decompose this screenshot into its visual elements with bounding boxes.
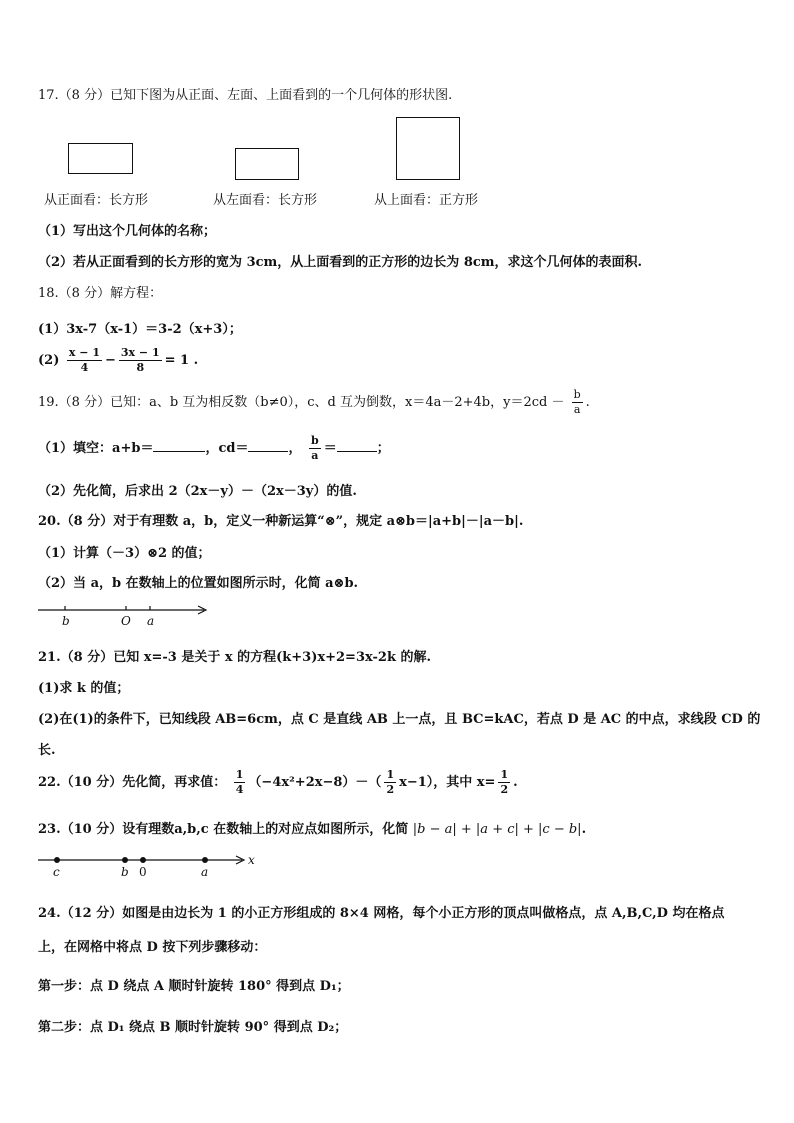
q18-fraction-1-denominator: 4: [80, 361, 89, 374]
q19-part1-end: ；: [376, 441, 390, 456]
q23-end: .: [581, 822, 587, 837]
q24-line2: 上，在网格中将点 D 按下列步骤移动：: [38, 940, 267, 955]
q23-label-b: b: [121, 865, 129, 879]
q22-fraction-2-numerator: 1: [386, 768, 395, 781]
q22-fraction-2-denominator: 2: [386, 783, 395, 796]
q19-header-fraction: [572, 388, 583, 417]
q21-part1: (1)求 k 的值；: [38, 681, 130, 696]
q23-abs-expression: |b − a| + |a + c| + |c − b|: [412, 822, 582, 837]
q19-part1: [38, 434, 390, 463]
q19-header-text: 19.（8 分）已知：a、b 互为相反数（b≠0），c、d 互为倒数，x＝4a－2+4b，y＝2cd －: [38, 395, 565, 410]
left-view-rectangle: [235, 148, 299, 180]
q18-fraction-2-denominator: 8: [136, 361, 145, 374]
q19-header-fraction-denominator: a: [573, 403, 581, 416]
q20-part1: （1）计算（－3）⊗2 的值；: [38, 546, 211, 561]
q18-fraction-2-numerator: 3x − 1: [120, 346, 160, 359]
q24-step2: 第二步：点 D₁ 绕点 B 顺时针旋转 90° 得到点 D₂；: [38, 1020, 348, 1035]
q20-header: 20.（8 分）对于有理数 a，b，定义一种新运算“⊗”，规定 a⊗b＝|a+b|－|a－b|.: [38, 514, 524, 529]
q18-part2: (2) $\frac{x - 1}{4}$ − $\frac{3x - 1}{8}$ = 1 .: [38, 346, 199, 374]
q22-fraction-3: [498, 768, 510, 797]
blank-cd[interactable]: [248, 451, 288, 452]
q24-header: 24.（12 分）如图是由边长为 1 的小正方形组成的 8×4 网格，每个小正方形的顶点叫做格点，点 A,B,C,D 均在格点: [38, 906, 725, 921]
q19-header: [38, 388, 590, 417]
q17-header: 17.（8 分）已知下图为从正面、左面、上面看到的一个几何体的形状图.: [38, 88, 453, 103]
q23-header-text: 23.（10 分）设有理数a,b,c 在数轴上的对应点如图所示，化简: [38, 822, 409, 837]
q23-label-x: x: [248, 853, 255, 867]
q20-label-o: O: [121, 614, 131, 628]
q20-label-a: a: [147, 614, 155, 628]
q19-part1-fraction-denominator: a: [311, 449, 319, 462]
q23-label-a: a: [201, 865, 209, 879]
q18-fraction-2: [119, 346, 162, 375]
q19-part1-b: ，cd＝: [205, 441, 249, 456]
q23-header: [38, 818, 586, 837]
q19-part1-fraction-numerator: b: [311, 434, 319, 447]
q22-header: 22.（10 分）先化简，再求值：: [38, 775, 227, 790]
q20-number-line: [36, 600, 216, 630]
q22-end: .: [513, 775, 518, 790]
q18-part1: (1）3x-7（x-1）＝3-2（x+3）；: [38, 322, 242, 337]
top-view-square: [396, 117, 460, 180]
q19-part1-d: ＝: [323, 441, 337, 456]
q18-part2-tail: = 1 .: [164, 353, 199, 368]
q22-fraction-2: [384, 768, 396, 797]
q21-part2-cont: 长.: [38, 743, 56, 758]
q20-label-b: b: [62, 614, 70, 628]
q22-expression: [38, 768, 518, 797]
q18-fraction-1: [67, 346, 102, 375]
front-view-caption: 从正面看：长方形: [44, 193, 149, 208]
front-view-rectangle: [68, 143, 133, 174]
q22-fraction-3-numerator: 1: [500, 768, 509, 781]
q23-label-zero: 0: [139, 865, 147, 879]
q18-part2-label: (2): [38, 353, 60, 368]
q19-part1-fraction: [309, 434, 321, 463]
q21-header: 21.（8 分）已知 x=-3 是关于 x 的方程(k+3)x+2=3x-2k 的解.: [38, 650, 432, 665]
q19-part2: （2）先化简，后求出 2（2x－y）－（2x－3y）的值.: [38, 484, 357, 499]
q17-part1: （1）写出这个几何体的名称；: [38, 224, 217, 239]
q23-label-c: c: [53, 865, 60, 879]
q22-middle2: x−1），其中 x=: [399, 775, 496, 790]
q21-part2: (2)在(1)的条件下，已知线段 AB=6cm，点 C 是直线 AB 上一点，且 BC=kAC，若点 D 是 AC 的中点，求线段 CD 的: [38, 712, 761, 727]
q19-header-fraction-numerator: b: [573, 388, 581, 401]
left-view-caption: 从左面看：长方形: [213, 193, 318, 208]
blank-b-over-a[interactable]: [337, 451, 377, 452]
q23-point-b: [122, 857, 128, 863]
q19-header-end: .: [585, 395, 590, 410]
q22-fraction-1-numerator: 1: [235, 768, 244, 781]
q18-fraction-1-numerator: x − 1: [68, 346, 100, 359]
q20-part2: （2）当 a，b 在数轴上的位置如图所示时，化简 a⊗b.: [38, 576, 359, 591]
q19-part1-c: ，: [288, 441, 302, 456]
q24-step1: 第一步：点 D 绕点 A 顺时针旋转 180° 得到点 D₁；: [38, 979, 350, 994]
q23-number-line: [36, 850, 266, 880]
q22-fraction-3-denominator: 2: [500, 783, 509, 796]
q19-part1-a: （1）填空：a+b＝: [38, 441, 154, 456]
top-view-caption: 从上面看：正方形: [374, 193, 479, 208]
q22-fraction-1-denominator: 4: [235, 783, 244, 796]
q23-point-c: [54, 857, 60, 863]
q23-point-zero: [140, 857, 146, 863]
blank-a-plus-b[interactable]: [153, 451, 205, 452]
q22-middle: （−4x²+2x−8）－（: [248, 775, 382, 790]
q22-fraction-1: [234, 768, 246, 797]
q23-point-a: [202, 857, 208, 863]
q18-header: 18.（8 分）解方程：: [38, 286, 163, 301]
q17-part2: （2）若从正面看到的长方形的宽为 3cm，从上面看到的正方形的边长为 8cm，求这个几何体的表面积.: [38, 255, 643, 270]
